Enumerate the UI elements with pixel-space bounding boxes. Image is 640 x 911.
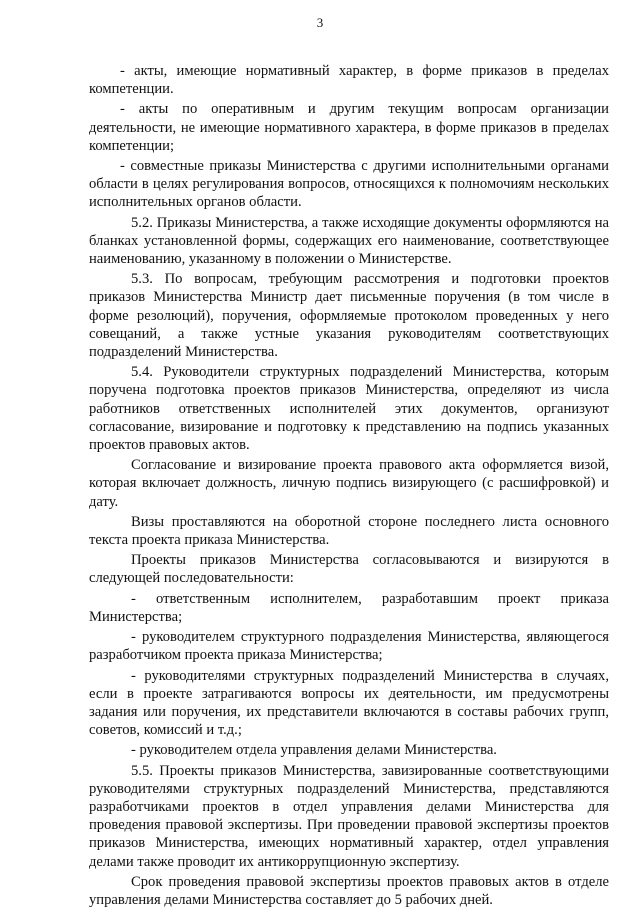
- paragraph-list-item: - акты по оперативным и другим текущим вопросам организации деятельности, не имеющие нормативного характера, в форме приказов в пределах компетенции;: [89, 101, 609, 154]
- paragraph-list-item: - ответственным исполнителем, разработавшим проект приказа Министерства;: [89, 590, 609, 625]
- paragraph-text: Проекты приказов Министерства согласовываются и визируются в следующей последовательности:: [89, 552, 609, 587]
- paragraph-text: Срок проведения правовой экспертизы проектов правовых актов в отделе управления делами Министерства составляет до 5 рабочих дней.: [89, 873, 609, 908]
- paragraph-list-item: - руководителем структурного подразделения Министерства, являющегося разработчиком проекта приказа Министерства;: [89, 629, 609, 664]
- paragraph-clause-5-3: 5.3. По вопросам, требующим рассмотрения и подготовки проектов приказов Министерства Министр дает письменные поручения (в том числе в форме резолюций), поручения, оформляемые протоколом проведенных у него совещаний, а также устные указания руководителям соответствующих подразделений Министерства.: [89, 271, 609, 361]
- paragraph-clause-5-2: 5.2. Приказы Министерства, а также исходящие документы оформляются на бланках установленной формы, содержащих его наименование, соответствующее наименованию, указанному в положении о Министерстве.: [89, 214, 609, 268]
- paragraph-clause-5-4: 5.4. Руководители структурных подразделений Министерства, которым поручена подготовка проектов приказов Министерства, определяют из числа работников ответственных исполнителей этих документов, организуют согласование, визирование и подготовку к представлению на подпись указанных проектов правовых актов.: [89, 364, 609, 454]
- paragraph-text: Визы проставляются на оборотной стороне последнего листа основного текста проекта приказа Министерства.: [89, 513, 609, 549]
- page-number: 3: [316, 15, 324, 30]
- paragraph-list-item: - совместные приказы Министерства с другими исполнительными органами области в целях регулирования вопросов, относящихся к полномочиям нескольких исполнительных органов области.: [89, 158, 609, 211]
- paragraph-list-item: - руководителями структурных подразделений Министерства в случаях, если в проекте затрагиваются вопросы их деятельности, им предусмотрены задания или поручения, их представители включаются в составы рабочих групп, советов, комиссий и т.д.;: [89, 667, 609, 739]
- document-body: [89, 62, 609, 911]
- paragraph-clause-5-5: 5.5. Проекты приказов Министерства, завизированные соответствующими руководителями структурных подразделений Министерства, представляются разработчиками проектов в отдел управления делами Министерства для проведения правовой экспертизы. При проведении правовой экспертизы проектов приказов Министерства, имеющих нормативный характер, отдел управления делами также проводит их антикоррупционную экспертизу.: [89, 762, 609, 870]
- paragraph-text: Согласование и визирование проекта правового акта оформляется визой, которая включает должность, личную подпись визирующего (с расшифровкой) и дату.: [89, 457, 609, 510]
- paragraph-list-item: - руководителем отдела управления делами Министерства.: [131, 742, 497, 759]
- paragraph-list-item: - акты, имеющие нормативный характер, в форме приказов в пределах компетенции.: [89, 63, 609, 98]
